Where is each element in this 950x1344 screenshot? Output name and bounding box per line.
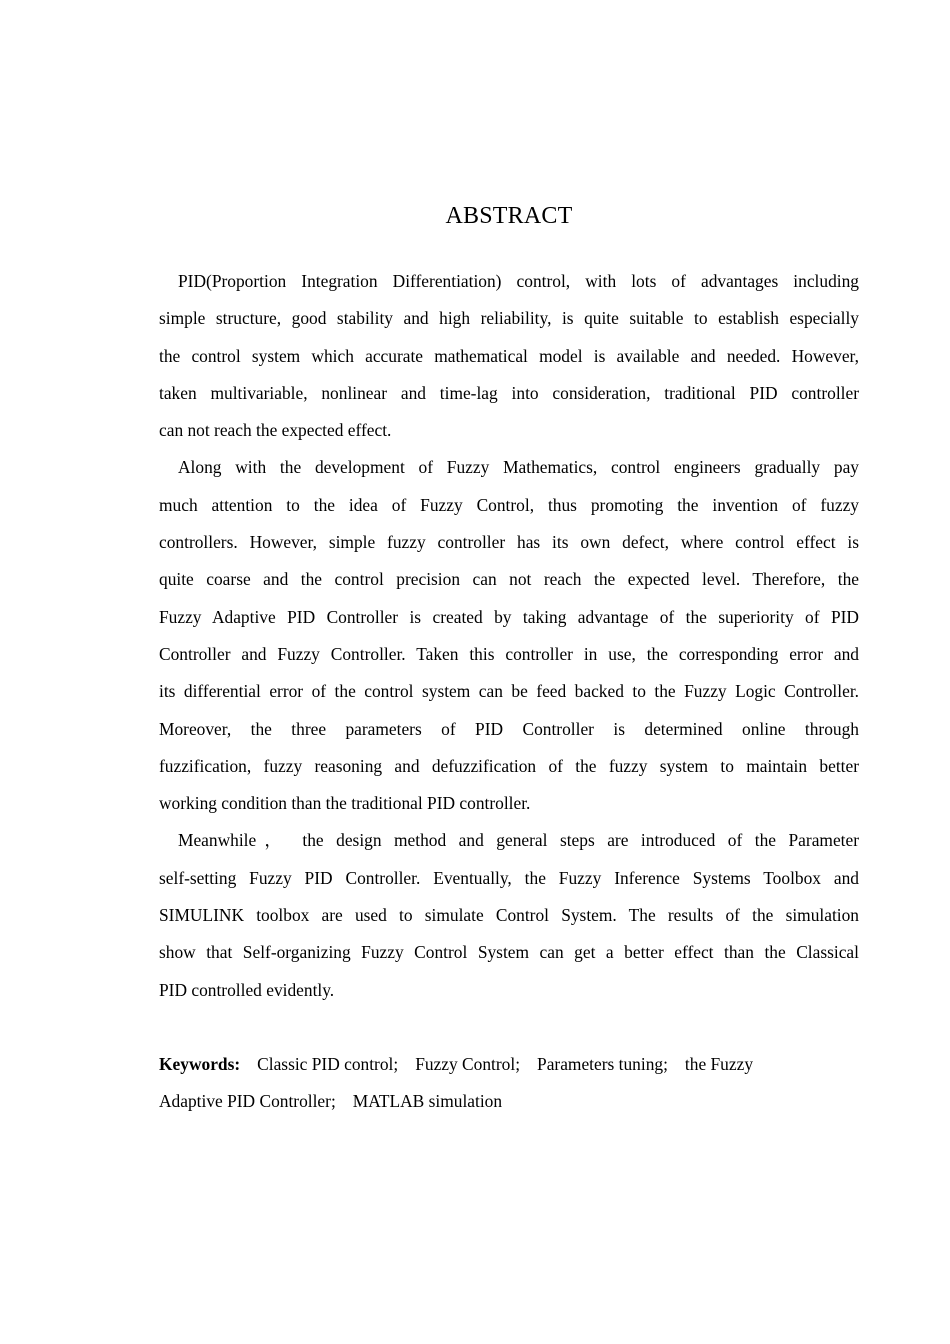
keyword: Adaptive PID Controller;	[159, 1091, 336, 1112]
abstract-title: ABSTRACT	[445, 203, 573, 229]
keyword: MATLAB simulation	[352, 1091, 503, 1112]
text-line: show that Self-organizing Fuzzy Control System can get a better effect than the Classical	[159, 942, 859, 963]
text-line: its differential error of the control system can be feed backed to the Fuzzy Logic Controller.	[159, 681, 859, 702]
text-line: Fuzzy Adaptive PID Controller is created by taking advantage of the superiority of PID	[159, 606, 859, 627]
text-line: simple structure, good stability and high reliability, is quite suitable to establish especially	[159, 308, 859, 329]
keywords-line-1	[159, 1046, 859, 1083]
text-line: fuzzification, fuzzy reasoning and defuzzification of the fuzzy system to maintain better	[159, 755, 859, 776]
text-line: taken multivariable, nonlinear and time-lag into consideration, traditional PID controller	[159, 382, 859, 403]
text-line: much attention to the idea of Fuzzy Control, thus promoting the invention of fuzzy	[159, 494, 859, 515]
text-line: controllers. However, simple fuzzy controller has its own defect, where control effect is	[159, 532, 859, 553]
spacer	[159, 1009, 859, 1046]
text-line: working condition than the traditional PID controller.	[159, 793, 531, 814]
text-line: SIMULINK toolbox are used to simulate Control System. The results of the simulation	[159, 905, 859, 926]
keyword: Parameters tuning;	[537, 1053, 668, 1074]
keyword: the Fuzzy	[684, 1053, 754, 1074]
text-line: quite coarse and the control precision can not reach the expected level. Therefore, the	[159, 569, 859, 590]
abstract-body	[159, 263, 859, 1121]
paragraph-2	[159, 449, 859, 822]
keyword: Classic PID control;	[257, 1053, 399, 1074]
text-line: self-setting Fuzzy PID Controller. Eventually, the Fuzzy Inference Systems Toolbox and	[159, 867, 859, 888]
keyword: Fuzzy Control;	[415, 1053, 521, 1074]
text-line: can not reach the expected effect.	[159, 420, 392, 441]
text-line: PID controlled evidently.	[159, 979, 335, 1000]
keywords-line-2	[159, 1083, 859, 1120]
text-line: Along with the development of Fuzzy Mathematics, control engineers gradually pay	[178, 457, 859, 478]
text-line: PID(Proportion Integration Differentiation) control, with lots of advantages including	[178, 271, 859, 291]
text-line: Moreover, the three parameters of PID Controller is determined online through	[159, 718, 859, 739]
paragraph-3	[159, 822, 859, 1008]
keywords-label: Keywords:	[159, 1053, 241, 1074]
text-line: Meanwhile， the design method and general steps are introduced of the Parameter	[178, 830, 859, 851]
keywords-section	[159, 1046, 859, 1121]
paragraph-1	[159, 263, 859, 449]
text-line: the control system which accurate mathematical model is available and needed. However,	[159, 345, 859, 366]
text-line: Controller and Fuzzy Controller. Taken this controller in use, the corresponding error and	[159, 643, 859, 664]
